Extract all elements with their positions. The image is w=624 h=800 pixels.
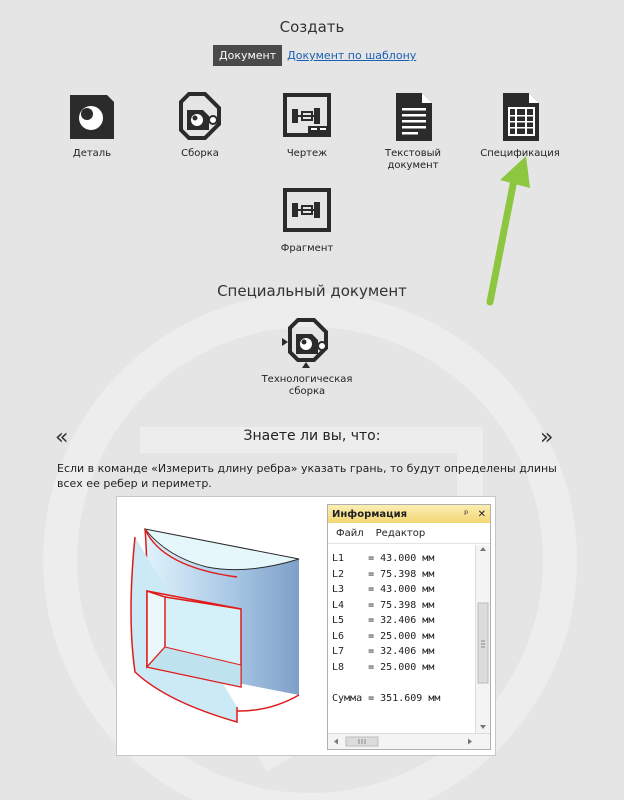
- annotation-arrow: [478, 150, 538, 310]
- tile-text-document-label: Текстовый документ: [384, 148, 442, 171]
- measure-row: L2 = 75.398 мм: [332, 568, 435, 580]
- curved-part-model: [117, 497, 327, 755]
- measure-row: L8 = 25.000 мм: [332, 661, 435, 673]
- info-panel-horizontal-scrollbar[interactable]: [328, 733, 490, 749]
- drawing-icon: [280, 90, 334, 144]
- tile-fragment[interactable]: [259, 185, 355, 255]
- measure-row: L5 = 32.406 мм: [332, 615, 435, 626]
- tile-part[interactable]: [44, 90, 140, 160]
- tech-assembly-icon: [280, 316, 334, 370]
- measure-row: L1 = 43.000 мм: [332, 553, 435, 564]
- next-tip-button[interactable]: »: [540, 425, 554, 450]
- tile-tech-assembly[interactable]: [259, 316, 355, 398]
- info-panel: [327, 504, 491, 750]
- tile-drawing[interactable]: [259, 90, 355, 160]
- measure-row: L3 = 43.000 мм: [332, 584, 435, 595]
- info-panel-header: [328, 505, 490, 523]
- measure-row: [332, 677, 476, 693]
- close-icon[interactable]: ✕: [477, 508, 486, 520]
- measure-row: L6 = 25.000 мм: [332, 630, 435, 642]
- measure-row: L4 = 75.398 мм: [332, 599, 435, 611]
- measure-sum-row: Сумма = 351.609 мм: [332, 692, 441, 704]
- info-panel-vertical-scrollbar[interactable]: [475, 545, 490, 733]
- tile-text-document[interactable]: [365, 90, 461, 172]
- tile-assembly-label: Сборка: [181, 148, 219, 159]
- tip-text: Если в команде «Измерить длину ребра» указать грань, то будут определены длины всех ее ребер и периметр.: [57, 462, 557, 490]
- tab-document-template-link[interactable]: Документ по шаблону: [287, 49, 417, 62]
- scrollbar-graphics: [476, 545, 490, 733]
- menu-file[interactable]: Файл: [336, 527, 364, 539]
- tip-illustration: [116, 496, 496, 756]
- menu-editor[interactable]: Редактор: [375, 527, 426, 539]
- fragment-icon: [280, 185, 334, 239]
- info-panel-body: [328, 545, 476, 733]
- hscroll-graphics: [328, 734, 488, 749]
- tab-document[interactable]: Документ: [213, 45, 282, 66]
- tile-drawing-label: Чертеж: [286, 148, 328, 159]
- specification-icon: [493, 90, 547, 144]
- previous-tip-button[interactable]: «: [55, 425, 69, 450]
- info-panel-menu: [328, 523, 490, 544]
- tile-fragment-label: Фрагмент: [280, 243, 334, 254]
- info-panel-title: Информация: [332, 508, 407, 520]
- measure-row: L7 = 32.406 мм: [332, 646, 435, 657]
- part-icon: [65, 90, 119, 144]
- assembly-icon: [173, 90, 227, 144]
- pin-icon[interactable]: ᵖ: [464, 508, 469, 520]
- tile-assembly[interactable]: [152, 90, 248, 160]
- tile-tech-assembly-label: Технологическая сборка: [261, 374, 353, 397]
- document-tabs: [213, 45, 416, 66]
- tile-part-label: Деталь: [72, 148, 112, 159]
- create-title: Создать: [279, 18, 345, 36]
- text-document-icon: [386, 90, 440, 144]
- tips-title: Знаете ли вы, что:: [243, 428, 381, 444]
- tile-specification-label: Спецификация: [480, 148, 560, 159]
- special-document-title: Специальный документ: [217, 282, 407, 300]
